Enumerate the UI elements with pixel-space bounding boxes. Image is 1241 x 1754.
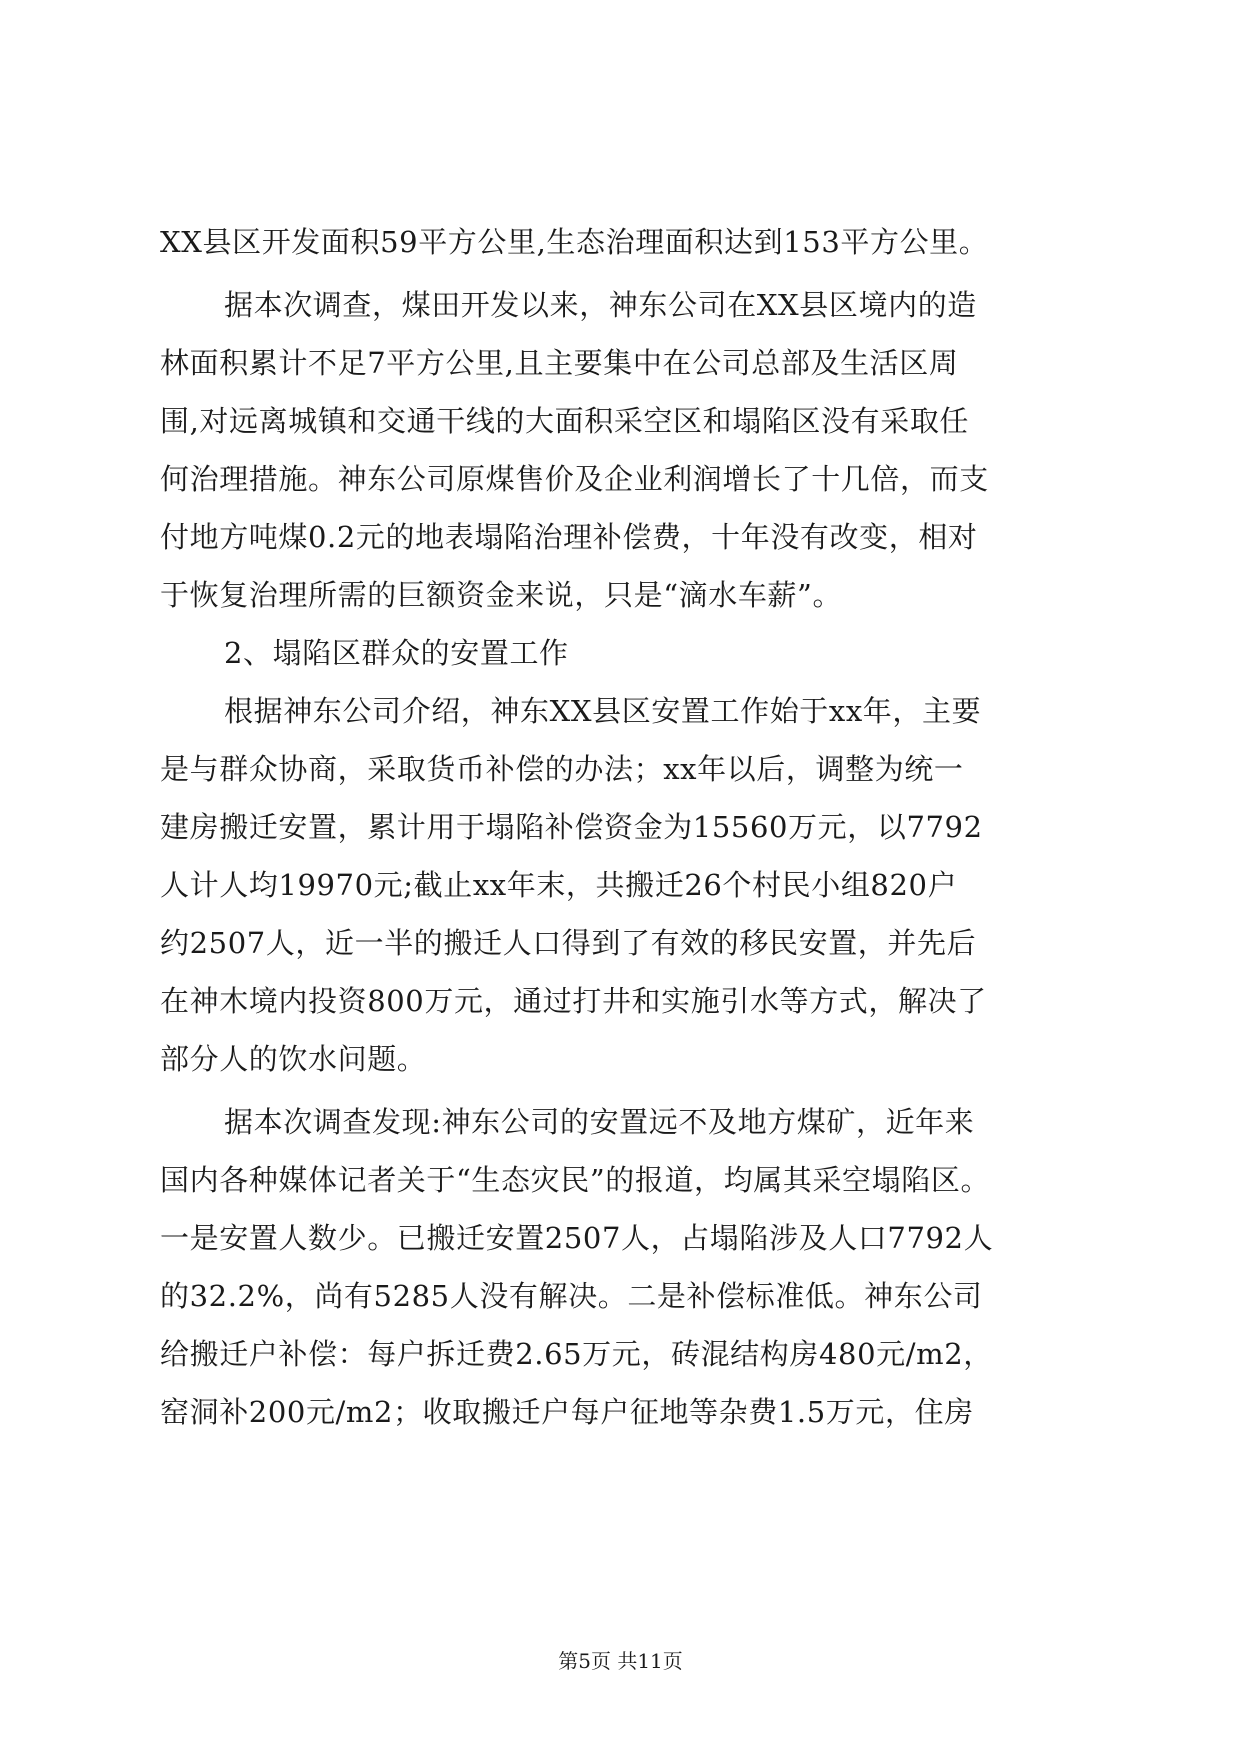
text-line: 于恢复治理所需的巨额资金来说，只是“滴水车薪”。	[160, 578, 843, 612]
text-line: XX县区开发面积59平方公里,生态治理面积达到153平方公里。	[160, 225, 989, 259]
text-line: 据本次调查，煤田开发以来，神东公司在XX县区境内的造	[224, 288, 977, 322]
text-line: 约2507人，近一半的搬迁人口得到了有效的移民安置，并先后	[160, 926, 977, 960]
text-line: 是与群众协商，采取货币补偿的办法；xx年以后，调整为统一	[160, 752, 964, 786]
text-line: 人计人均19970元;截止xx年末，共搬迁26个村民小组820户	[160, 868, 958, 902]
text-line: 的32.2%，尚有5285人没有解决。二是补偿标准低。神东公司	[160, 1279, 983, 1313]
text-line: 建房搬迁安置，累计用于塌陷补偿资金为15560万元，以7792	[160, 810, 983, 844]
text-line: 窑洞补200元/m2；收取搬迁户每户征地等杂费1.5万元，住房	[160, 1395, 974, 1429]
text-line: 据本次调查发现:神东公司的安置远不及地方煤矿，近年来	[224, 1105, 975, 1139]
text-line: 在神木境内投资800万元，通过打井和实施引水等方式，解决了	[160, 984, 987, 1018]
text-line: 根据神东公司介绍，神东XX县区安置工作始于xx年，主要	[224, 694, 982, 728]
text-line: 一是安置人数少。已搬迁安置2507人，占塌陷涉及人口7792人	[160, 1221, 994, 1255]
text-line: 围,对远离城镇和交通干线的大面积采空区和塌陷区没有采取任	[160, 404, 970, 438]
text-line: 林面积累计不足7平方公里,且主要集中在公司总部及生活区周	[160, 346, 959, 380]
text-line: 给搬迁户补偿：每户拆迁费2.65万元，砖混结构房480元/m2，	[160, 1337, 993, 1371]
text-line: 何治理措施。神东公司原煤售价及企业利润增长了十几倍，而支	[160, 462, 989, 496]
text-line: 国内各种媒体记者关于“生态灾民”的报道，均属其采空塌陷区。	[160, 1163, 991, 1197]
page-number-footer: 第5页 共11页	[558, 1649, 683, 1673]
text-line: 部分人的饮水问题。	[160, 1042, 427, 1076]
section-heading: 2、塌陷区群众的安置工作	[224, 636, 569, 670]
text-line: 付地方吨煤0.2元的地表塌陷治理补偿费，十年没有改变，相对	[160, 520, 978, 554]
